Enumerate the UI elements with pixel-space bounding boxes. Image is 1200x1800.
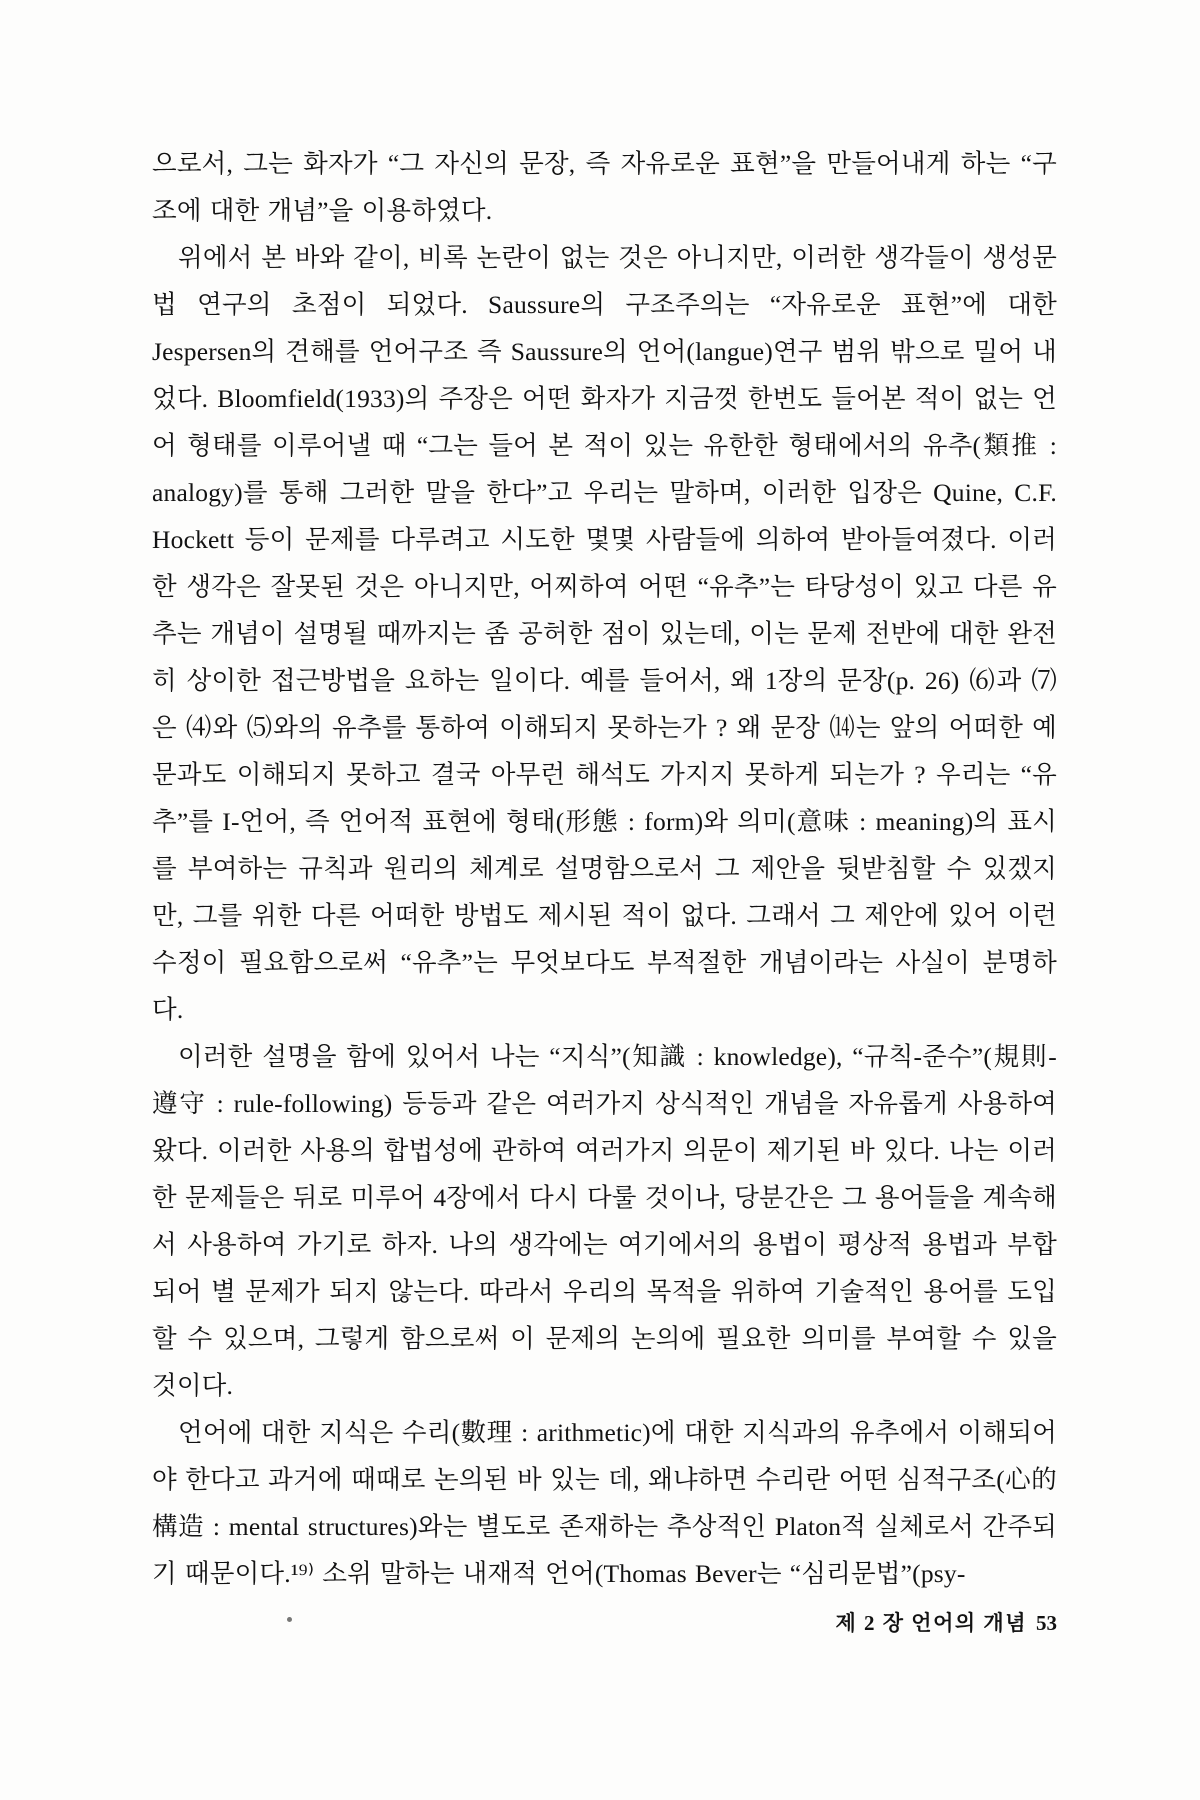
paragraph-1: 으로서, 그는 화자가 “그 자신의 문장, 즉 자유로운 표현”을 만들어내게 하는 “구조에 대한 개념”을 이용하였다. [152,149,1057,225]
body-text [152,140,1057,1597]
page-number: 53 [1036,1611,1057,1635]
paragraph-4: 언어에 대한 지식은 수리(數理 : arithmetic)에 대한 지식과의 유추에서 이해되어야 한다고 과거에 때때로 논의된 바 있는 데, 왜냐하면 수리란 어떤 심적구조(心的構造 : mental structures)와는 별도로 존재하는 추상적인 Platon적 실체로서 간주되기 때문이다.¹⁹⁾ 소위 말하는 내재적 언어(Thomas Bever는 “심리문법”(psy- [152,1418,1057,1588]
footer-chapter-label: 제 2 장 언어의 개념 [835,1611,1027,1635]
paragraph-2: 위에서 본 바와 같이, 비록 논란이 없는 것은 아니지만, 이러한 생각들이 생성문법 연구의 초점이 되었다. Saussure의 구조주의는 “자유로운 표현”에 대한 Jespersen의 견해를 언어구조 즉 Saussure의 언어(langue)연구 범위 밖으로 밀어 내었다. Bloomfield(1933)의 주장은 어떤 화자가 지금껏 한번도 들어본 적이 없는 언어 형태를 이루어낼 때 “그는 들어 본 적이 있는 유한한 형태에서의 유추(類推 : analogy)를 통해 그러한 말을 한다”고 우리는 말하며, 이러한 입장은 Quine, C.F. Hockett 등이 문제를 다루려고 시도한 몇몇 사람들에 의하여 받아들여졌다. 이러한 생각은 잘못된 것은 아니지만, 어찌하여 어떤 “유추”는 타당성이 있고 다른 유추는 개념이 설명될 때까지는 좀 공허한 점이 있는데, 이는 문제 전반에 대한 완전히 상이한 접근방법을 요하는 일이다. 예를 들어서, 왜 1장의 문장(p. 26) ⑹과 ⑺은 ⑷와 ⑸와의 유추를 통하여 이해되지 못하는가 ? 왜 문장 ⒁는 앞의 어떠한 예문과도 이해되지 못하고 결국 아무런 해석도 가지지 못하게 되는가 ? 우리는 “유추”를 I-언어, 즉 언어적 표현에 형태(形態 : form)와 의미(意味 : meaning)의 표시를 부여하는 규칙과 원리의 체계로 설명함으로서 그 제안을 뒷받침할 수 있겠지만, 그를 위한 다른 어떠한 방법도 제시된 적이 없다. 그래서 그 제안에 있어 이런 수정이 필요함으로써 “유추”는 무엇보다도 부적절한 개념이라는 사실이 분명하다. [152,243,1057,1024]
page-footer [835,1607,1057,1637]
page-dot-mark [287,1617,292,1622]
paragraph-3: 이러한 설명을 함에 있어서 나는 “지식”(知識 : knowledge), “규칙-준수”(規則-遵守 : rule-following) 등등과 같은 여러가지 상식적인 개념을 자유롭게 사용하여 왔다. 이러한 사용의 합법성에 관하여 여러가지 의문이 제기된 바 있다. 나는 이러한 문제들은 뒤로 미루어 4장에서 다시 다룰 것이나, 당분간은 그 용어들을 계속해서 사용하여 가기로 하자. 나의 생각에는 여기에서의 용법이 평상적 용법과 부합되어 별 문제가 되지 않는다. 따라서 우리의 목적을 위하여 기술적인 용어를 도입할 수 있으며, 그렇게 함으로써 이 문제의 논의에 필요한 의미를 부여할 수 있을 것이다. [152,1042,1057,1400]
